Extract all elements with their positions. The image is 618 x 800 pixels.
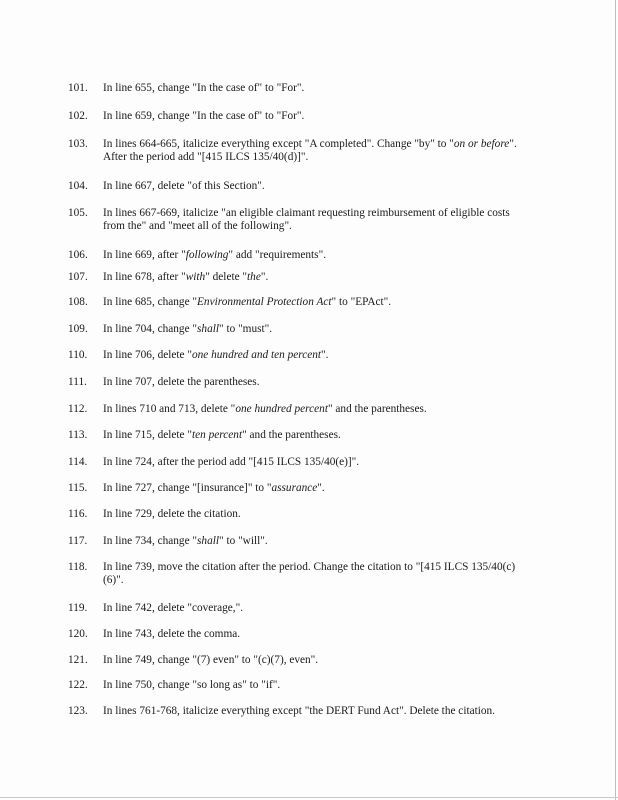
text-run: In lines 664-665, italicize everything except "A completed". Change "by" to " xyxy=(103,138,454,150)
italic-text-run: on or before xyxy=(453,138,510,150)
item-number: 115. xyxy=(68,482,88,494)
text-run: In line 724, after the period add "[415 ILCS 135/40(e)]". xyxy=(103,456,360,468)
text-run: In line 715, delete " xyxy=(103,429,192,441)
list-item xyxy=(62,110,532,123)
text-run: In line 704, change " xyxy=(103,323,198,335)
text-run: In line 734, change " xyxy=(103,535,198,547)
list-item xyxy=(62,679,532,692)
item-text xyxy=(103,138,533,164)
item-text xyxy=(103,207,533,233)
item-number: 116. xyxy=(68,508,88,520)
text-run: In line 749, change "(7) even" to "(c)(7), even". xyxy=(103,654,319,666)
item-number: 101. xyxy=(68,82,88,94)
text-run: In lines 710 and 713, delete " xyxy=(103,403,236,415)
text-run: ". After the period add "[415 ILCS 135/40(d)]". xyxy=(103,138,517,163)
text-run: ". xyxy=(317,482,325,494)
item-text xyxy=(103,180,533,193)
item-text xyxy=(103,349,533,362)
list-item xyxy=(62,349,532,362)
italic-text-run: assurance xyxy=(271,482,318,494)
text-run: ". xyxy=(321,349,329,361)
list-item xyxy=(62,323,532,336)
list-item xyxy=(62,561,532,587)
text-run: In line 678, after " xyxy=(103,271,186,283)
item-number: 120. xyxy=(68,628,88,640)
item-number: 123. xyxy=(68,705,88,717)
italic-text-run: one hundred and ten percent xyxy=(192,349,322,361)
item-number: 105. xyxy=(68,207,88,219)
list-item xyxy=(62,508,532,521)
item-text xyxy=(103,376,533,389)
item-number: 106. xyxy=(68,249,88,261)
text-run: In line 707, delete the parentheses. xyxy=(103,376,260,388)
text-run: ". xyxy=(260,271,269,283)
item-number: 107. xyxy=(68,271,88,283)
list-item xyxy=(62,429,532,442)
text-run: In line 667, delete "of this Section". xyxy=(103,180,265,192)
item-text xyxy=(103,249,533,262)
list-item xyxy=(62,249,532,262)
item-text xyxy=(103,508,533,521)
text-run: " to "must". xyxy=(219,323,273,335)
item-number: 103. xyxy=(68,138,88,150)
item-text xyxy=(103,271,533,284)
item-number: 110. xyxy=(68,349,88,361)
item-number: 114. xyxy=(68,456,88,468)
list-item xyxy=(62,456,532,469)
text-run: " to "will". xyxy=(219,535,268,547)
item-text xyxy=(103,456,533,469)
list-item xyxy=(62,705,532,718)
text-run: " and the parentheses. xyxy=(327,403,427,415)
item-text xyxy=(103,654,533,667)
italic-text-run: shall xyxy=(197,535,220,547)
italic-text-run: shall xyxy=(197,323,220,335)
item-number: 112. xyxy=(68,403,88,415)
text-run: In line 706, delete " xyxy=(103,349,192,361)
list-item xyxy=(62,602,532,615)
text-run: " delete " xyxy=(205,271,248,283)
list-item xyxy=(62,180,532,193)
item-text xyxy=(103,110,533,123)
item-number: 104. xyxy=(68,180,88,192)
text-run: In line 727, change "[insurance]" to " xyxy=(103,482,272,494)
italic-text-run: following xyxy=(185,249,229,261)
item-number: 117. xyxy=(68,535,88,547)
list-item xyxy=(62,628,532,641)
text-run: In line 659, change "In the case of" to "For". xyxy=(103,110,305,122)
list-item xyxy=(62,296,532,309)
italic-text-run: one hundred percent xyxy=(235,403,328,415)
text-run: In line 729, delete the citation. xyxy=(103,508,241,520)
list-item xyxy=(62,654,532,667)
text-run: In line 669, after " xyxy=(103,249,186,261)
item-number: 108. xyxy=(68,296,88,308)
italic-text-run: Environmental Protection Act xyxy=(197,296,332,308)
item-text xyxy=(103,602,533,615)
item-text xyxy=(103,705,533,718)
text-run: In line 739, move the citation after the period. Change the citation to "[415 ILCS 135/40(c)(6)". xyxy=(103,561,516,586)
item-text xyxy=(103,323,533,336)
item-text xyxy=(103,679,533,692)
text-run: In line 742, delete "coverage,". xyxy=(103,602,244,614)
item-number: 109. xyxy=(68,323,88,335)
list-item xyxy=(62,271,532,284)
item-text xyxy=(103,82,533,95)
item-number: 119. xyxy=(68,602,88,614)
item-number: 113. xyxy=(68,429,88,441)
item-text xyxy=(103,535,533,548)
italic-text-run: the xyxy=(247,271,261,283)
item-number: 111. xyxy=(68,376,87,388)
item-text xyxy=(103,403,533,416)
list-item xyxy=(62,535,532,548)
item-number: 122. xyxy=(68,679,88,691)
item-text xyxy=(103,482,533,495)
item-number: 102. xyxy=(68,110,88,122)
text-run: In line 743, delete the comma. xyxy=(103,628,241,640)
item-text xyxy=(103,561,533,587)
item-text xyxy=(103,429,533,442)
text-run: " to "EPAct". xyxy=(331,296,392,308)
text-run: In lines 761-768, italicize everything except "the DERT Fund Act". Delete the citation. xyxy=(103,705,496,717)
item-text xyxy=(103,296,533,309)
italic-text-run: with xyxy=(185,271,206,283)
text-run: " and the parentheses. xyxy=(242,429,341,441)
text-run: In lines 667-669, italicize "an eligible claimant requesting reimbursement of eligible costs from the" and "meet all of the following". xyxy=(103,207,510,232)
list-item xyxy=(62,403,532,416)
list-item xyxy=(62,138,532,164)
list-item xyxy=(62,207,532,233)
list-item xyxy=(62,376,532,389)
text-run: In line 750, change "so long as" to "if". xyxy=(103,679,281,691)
item-text xyxy=(103,628,533,641)
text-run: In line 655, change "In the case of" to "For". xyxy=(103,82,305,94)
list-item xyxy=(62,82,532,95)
list-item xyxy=(62,482,532,495)
text-run: " add "requirements". xyxy=(228,249,327,261)
italic-text-run: ten percent xyxy=(192,429,243,441)
item-number: 118. xyxy=(68,561,88,573)
text-run: In line 685, change " xyxy=(103,296,198,308)
item-number: 121. xyxy=(68,654,88,666)
